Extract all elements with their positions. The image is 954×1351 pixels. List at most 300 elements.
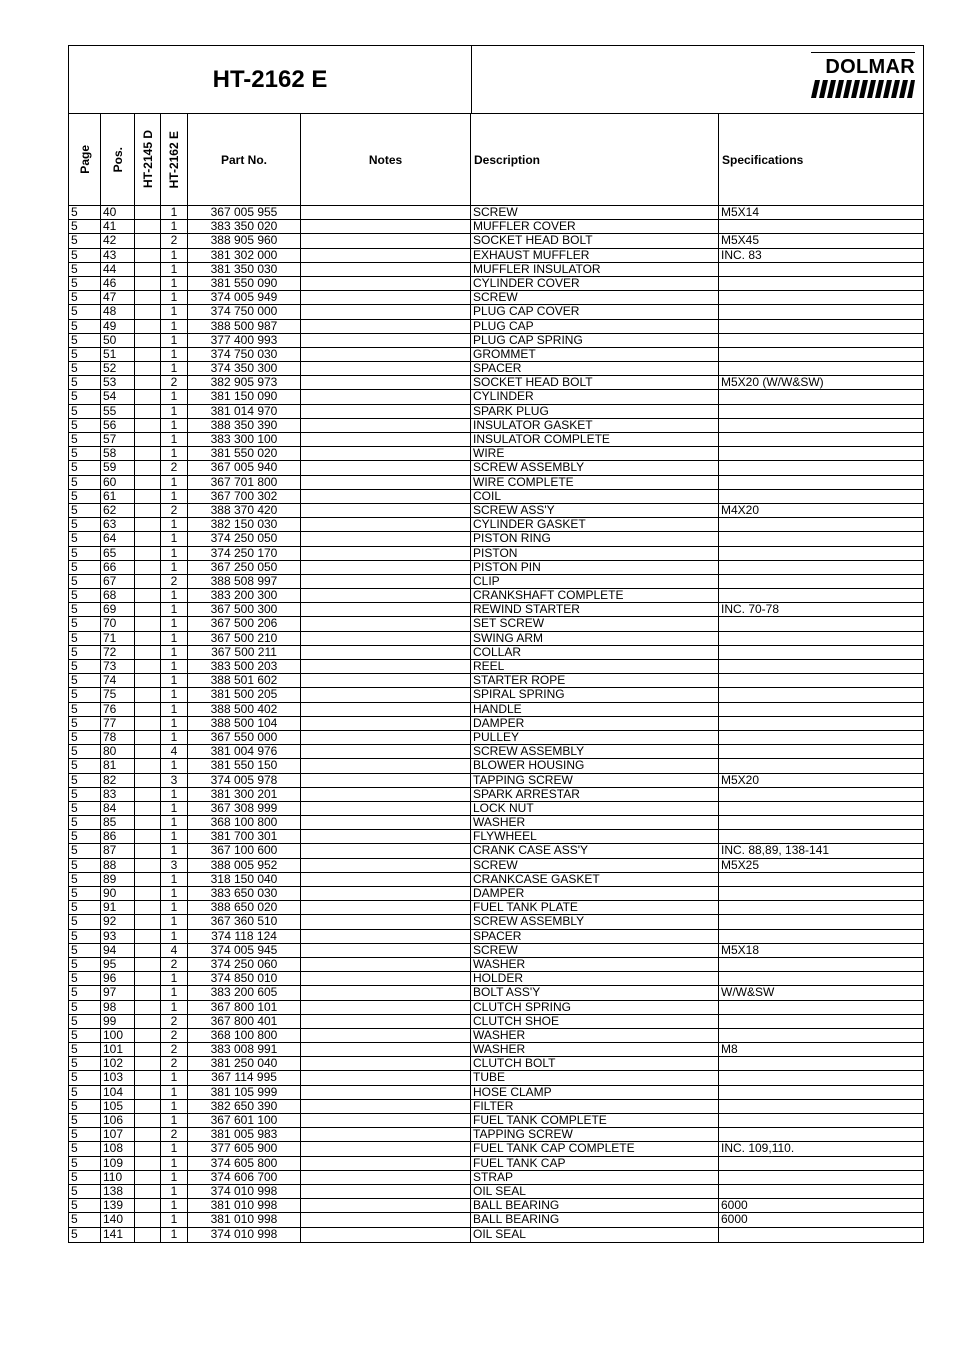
cell-pos: 66 (101, 561, 135, 574)
cell-model-d-qty (135, 532, 161, 545)
cell-page: 5 (69, 802, 101, 815)
table-row (69, 263, 923, 277)
cell-part-no: 367 701 800 (188, 476, 301, 489)
table-row (69, 745, 923, 759)
cell-specifications: M4X20 (721, 503, 760, 517)
cell-specifications (719, 1114, 923, 1127)
cell-part-no: 383 200 605 (188, 986, 301, 999)
cell-pos: 80 (101, 745, 135, 758)
cell-specifications (719, 305, 923, 318)
table-row (69, 1114, 923, 1128)
cell-description: CLUTCH BOLT (471, 1057, 719, 1070)
cell-notes (301, 234, 471, 247)
cell-pos: 41 (101, 220, 135, 233)
cell-model-d-qty (135, 603, 161, 616)
cell-model-d-qty (135, 816, 161, 829)
cell-specifications: M5X45 (721, 234, 760, 248)
table-row (69, 1071, 923, 1085)
cell-specifications (719, 717, 923, 730)
table-row (69, 774, 923, 788)
cell-pos: 40 (101, 206, 135, 219)
cell-page: 5 (69, 774, 101, 787)
cell-specifications (719, 263, 923, 276)
cell-model-d-qty (135, 1057, 161, 1070)
cell-model-d-qty (135, 419, 161, 432)
cell-part-no: 367 800 401 (188, 1015, 301, 1028)
cell-notes (301, 830, 471, 843)
cell-description: CYLINDER (471, 390, 719, 403)
cell-notes (301, 1199, 471, 1212)
cell-model-e-qty: 1 (161, 1185, 188, 1198)
cell-model-e-qty: 1 (161, 915, 188, 928)
cell-model-e-qty: 2 (161, 376, 188, 389)
cell-notes (301, 1001, 471, 1014)
table-row (69, 376, 923, 390)
cell-notes (301, 461, 471, 474)
cell-page: 5 (69, 504, 101, 517)
cell-model-d-qty (135, 518, 161, 531)
cell-page: 5 (69, 646, 101, 659)
cell-notes (301, 717, 471, 730)
cell-model-d-qty (135, 717, 161, 730)
cell-pos: 49 (101, 320, 135, 333)
cell-page: 5 (69, 603, 101, 616)
cell-description: CRANKCASE GASKET (471, 873, 719, 886)
cell-part-no: 381 300 201 (188, 788, 301, 801)
table-row (69, 405, 923, 419)
cell-specifications (719, 291, 923, 304)
cell-specifications (719, 1228, 923, 1242)
table-row (69, 575, 923, 589)
cell-notes (301, 1086, 471, 1099)
cell-model-e-qty: 1 (161, 547, 188, 560)
cell-description: STARTER ROPE (471, 674, 719, 687)
cell-pos: 58 (101, 447, 135, 460)
cell-notes (301, 745, 471, 758)
cell-model-d-qty (135, 561, 161, 574)
cell-page: 5 (69, 915, 101, 928)
cell-specifications: M5X14 (721, 206, 760, 219)
cell-specifications (719, 745, 923, 758)
col-header-part-no: Part No. (188, 114, 301, 205)
cell-description: FUEL TANK CAP (471, 1157, 719, 1170)
table-row (69, 504, 923, 518)
cell-description: WASHER (471, 816, 719, 829)
cell-page: 5 (69, 930, 101, 943)
cell-page: 5 (69, 1001, 101, 1014)
cell-model-e-qty: 1 (161, 930, 188, 943)
cell-specifications (719, 277, 923, 290)
cell-model-d-qty (135, 660, 161, 673)
cell-notes (301, 774, 471, 787)
cell-part-no: 381 350 030 (188, 263, 301, 276)
cell-notes (301, 561, 471, 574)
cell-model-d-qty (135, 844, 161, 857)
cell-model-d-qty (135, 405, 161, 418)
cell-description: SCREW (471, 291, 719, 304)
table-row (69, 1128, 923, 1142)
table-row (69, 660, 923, 674)
page-title: HT-2162 E (212, 65, 328, 93)
cell-description: COLLAR (471, 646, 719, 659)
cell-notes (301, 887, 471, 900)
cell-model-d-qty (135, 1015, 161, 1028)
cell-model-e-qty: 1 (161, 972, 188, 985)
table-row (69, 901, 923, 915)
cell-model-d-qty (135, 759, 161, 772)
cell-model-e-qty: 1 (161, 433, 188, 446)
cell-notes (301, 1142, 471, 1155)
table-row (69, 930, 923, 944)
cell-model-d-qty (135, 873, 161, 886)
cell-model-e-qty: 1 (161, 632, 188, 645)
cell-pos: 109 (101, 1157, 135, 1170)
cell-specifications (719, 405, 923, 418)
cell-pos: 52 (101, 362, 135, 375)
cell-specifications: M5X18 (721, 943, 760, 957)
cell-pos: 101 (101, 1043, 135, 1056)
cell-pos: 62 (101, 504, 135, 517)
cell-pos: 100 (101, 1029, 135, 1042)
cell-pos: 70 (101, 617, 135, 630)
cell-part-no: 367 700 302 (188, 490, 301, 503)
cell-specifications (719, 561, 923, 574)
cell-page: 5 (69, 660, 101, 673)
cell-pos: 102 (101, 1057, 135, 1070)
cell-model-d-qty (135, 277, 161, 290)
cell-pos: 93 (101, 930, 135, 943)
cell-description: GROMMET (471, 348, 719, 361)
cell-notes (301, 249, 471, 262)
cell-page: 5 (69, 490, 101, 503)
cell-specifications (719, 433, 923, 446)
brand-name: DOLMAR (825, 56, 915, 78)
cell-pos: 87 (101, 844, 135, 857)
table-row (69, 461, 923, 475)
cell-pos: 59 (101, 461, 135, 474)
cell-specifications (719, 547, 923, 560)
cell-page: 5 (69, 1071, 101, 1084)
cell-notes (301, 376, 471, 389)
cell-model-d-qty (135, 376, 161, 389)
cell-notes (301, 447, 471, 460)
cell-notes (301, 532, 471, 545)
cell-part-no: 367 360 510 (188, 915, 301, 928)
cell-page: 5 (69, 674, 101, 687)
cell-notes (301, 1029, 471, 1042)
cell-page: 5 (69, 249, 101, 262)
cell-notes (301, 986, 471, 999)
cell-specifications (719, 589, 923, 602)
cell-model-d-qty (135, 1043, 161, 1056)
table-row (69, 1157, 923, 1171)
cell-model-e-qty: 1 (161, 1114, 188, 1127)
cell-model-e-qty: 1 (161, 703, 188, 716)
cell-description: LOCK NUT (471, 802, 719, 815)
cell-notes (301, 1043, 471, 1056)
cell-notes (301, 1057, 471, 1070)
cell-model-d-qty (135, 1100, 161, 1113)
cell-pos: 97 (101, 986, 135, 999)
cell-pos: 47 (101, 291, 135, 304)
cell-part-no: 377 605 900 (188, 1142, 301, 1155)
cell-notes (301, 305, 471, 318)
cell-part-no: 388 500 402 (188, 703, 301, 716)
cell-specifications (719, 802, 923, 815)
cell-page: 5 (69, 745, 101, 758)
cell-specifications: M8 (721, 1043, 738, 1057)
cell-page: 5 (69, 1114, 101, 1127)
cell-notes (301, 617, 471, 630)
cell-part-no: 367 500 300 (188, 603, 301, 616)
cell-part-no: 374 005 945 (188, 944, 301, 957)
cell-model-d-qty (135, 348, 161, 361)
cell-model-d-qty (135, 986, 161, 999)
cell-pos: 107 (101, 1128, 135, 1141)
cell-notes (301, 1100, 471, 1113)
cell-description: PLUG CAP (471, 320, 719, 333)
cell-description: PISTON (471, 547, 719, 560)
cell-model-d-qty (135, 490, 161, 503)
cell-specifications (719, 1086, 923, 1099)
cell-specifications (719, 390, 923, 403)
cell-model-e-qty: 1 (161, 844, 188, 857)
cell-model-d-qty (135, 958, 161, 971)
cell-pos: 42 (101, 234, 135, 247)
cell-model-d-qty (135, 930, 161, 943)
cell-model-d-qty (135, 575, 161, 588)
cell-specifications (719, 731, 923, 744)
cell-model-e-qty: 1 (161, 887, 188, 900)
table-row (69, 788, 923, 802)
cell-model-e-qty: 2 (161, 575, 188, 588)
cell-description: TUBE (471, 1071, 719, 1084)
cell-model-e-qty: 2 (161, 1043, 188, 1056)
cell-model-e-qty: 1 (161, 830, 188, 843)
table-row (69, 802, 923, 816)
cell-specifications (719, 518, 923, 531)
table-row (69, 972, 923, 986)
table-row (69, 1015, 923, 1029)
cell-model-e-qty: 3 (161, 859, 188, 872)
cell-model-e-qty: 1 (161, 206, 188, 219)
table-row (69, 1043, 923, 1057)
cell-description: SOCKET HEAD BOLT (471, 376, 719, 389)
cell-model-d-qty (135, 1142, 161, 1155)
cell-notes (301, 518, 471, 531)
cell-notes (301, 1071, 471, 1084)
cell-part-no: 367 500 210 (188, 632, 301, 645)
cell-pos: 141 (101, 1228, 135, 1242)
cell-page: 5 (69, 1228, 101, 1242)
cell-model-e-qty: 4 (161, 745, 188, 758)
cell-page: 5 (69, 390, 101, 403)
cell-pos: 139 (101, 1199, 135, 1212)
cell-notes (301, 405, 471, 418)
cell-description: SCREW ASSEMBLY (471, 461, 719, 474)
cell-model-e-qty: 1 (161, 490, 188, 503)
table-row (69, 844, 923, 858)
dolmar-logo (811, 52, 915, 103)
cell-model-d-qty (135, 547, 161, 560)
cell-model-e-qty: 1 (161, 759, 188, 772)
cell-specifications: M5X20 (W/W&SW) (721, 376, 824, 390)
table-row (69, 1086, 923, 1100)
table-row (69, 1185, 923, 1199)
cell-pos: 55 (101, 405, 135, 418)
cell-pos: 140 (101, 1213, 135, 1226)
cell-model-d-qty (135, 362, 161, 375)
logo-stripes-icon (811, 80, 915, 98)
cell-notes (301, 1185, 471, 1198)
table-row (69, 958, 923, 972)
cell-page: 5 (69, 447, 101, 460)
cell-notes (301, 490, 471, 503)
cell-part-no: 381 550 020 (188, 447, 301, 460)
cell-pos: 46 (101, 277, 135, 290)
cell-model-e-qty: 1 (161, 390, 188, 403)
cell-notes (301, 263, 471, 276)
cell-specifications (719, 447, 923, 460)
cell-model-d-qty (135, 305, 161, 318)
cell-pos: 51 (101, 348, 135, 361)
table-row (69, 1228, 923, 1242)
table-row (69, 1213, 923, 1227)
cell-model-e-qty: 1 (161, 249, 188, 262)
cell-model-d-qty (135, 887, 161, 900)
cell-specifications (719, 958, 923, 971)
cell-notes (301, 277, 471, 290)
cell-pos: 54 (101, 390, 135, 403)
cell-model-d-qty (135, 320, 161, 333)
cell-model-d-qty (135, 1157, 161, 1170)
cell-notes (301, 320, 471, 333)
title-cell (69, 46, 472, 113)
cell-specifications (719, 617, 923, 630)
cell-description: CRANK CASE ASS'Y (471, 844, 719, 857)
cell-specifications (719, 646, 923, 659)
table-row (69, 561, 923, 575)
cell-page: 5 (69, 944, 101, 957)
table-row (69, 249, 923, 263)
cell-model-e-qty: 1 (161, 617, 188, 630)
cell-part-no: 374 118 124 (188, 930, 301, 943)
table-row (69, 433, 923, 447)
cell-page: 5 (69, 348, 101, 361)
cell-specifications (719, 972, 923, 985)
cell-model-e-qty: 1 (161, 589, 188, 602)
cell-specifications (719, 575, 923, 588)
cell-pos: 94 (101, 944, 135, 957)
cell-part-no: 374 750 030 (188, 348, 301, 361)
cell-description: HOLDER (471, 972, 719, 985)
cell-notes (301, 390, 471, 403)
cell-description: CYLINDER COVER (471, 277, 719, 290)
cell-notes (301, 972, 471, 985)
cell-part-no: 381 010 998 (188, 1199, 301, 1212)
table-row (69, 1171, 923, 1185)
cell-description: PLUG CAP SPRING (471, 334, 719, 347)
cell-model-d-qty (135, 1128, 161, 1141)
cell-description: HOSE CLAMP (471, 1086, 719, 1099)
cell-model-e-qty: 1 (161, 348, 188, 361)
cell-model-e-qty: 1 (161, 603, 188, 616)
cell-pos: 71 (101, 632, 135, 645)
cell-model-e-qty: 1 (161, 816, 188, 829)
cell-model-e-qty: 1 (161, 305, 188, 318)
cell-page: 5 (69, 263, 101, 276)
cell-specifications: INC. 83 (721, 248, 762, 262)
cell-model-d-qty (135, 291, 161, 304)
cell-pos: 108 (101, 1142, 135, 1155)
cell-part-no: 382 905 973 (188, 376, 301, 389)
column-header-row (68, 114, 924, 206)
cell-description: INSULATOR COMPLETE (471, 433, 719, 446)
cell-part-no: 383 650 030 (188, 887, 301, 900)
cell-model-e-qty: 1 (161, 1171, 188, 1184)
cell-page: 5 (69, 362, 101, 375)
cell-page: 5 (69, 1157, 101, 1170)
cell-model-e-qty: 1 (161, 986, 188, 999)
cell-model-e-qty: 2 (161, 1057, 188, 1070)
cell-specifications (719, 1001, 923, 1014)
cell-page: 5 (69, 476, 101, 489)
cell-description: DAMPER (471, 717, 719, 730)
cell-specifications (719, 334, 923, 347)
cell-model-e-qty: 1 (161, 291, 188, 304)
cell-description: CLUTCH SPRING (471, 1001, 719, 1014)
table-row (69, 816, 923, 830)
cell-description: SCREW ASSEMBLY (471, 915, 719, 928)
cell-model-e-qty: 1 (161, 334, 188, 347)
cell-model-e-qty: 2 (161, 234, 188, 247)
cell-part-no: 374 005 949 (188, 291, 301, 304)
cell-part-no: 381 150 090 (188, 390, 301, 403)
table-row (69, 717, 923, 731)
cell-description: SPACER (471, 362, 719, 375)
cell-pos: 64 (101, 532, 135, 545)
cell-page: 5 (69, 433, 101, 446)
cell-model-e-qty: 1 (161, 660, 188, 673)
col-header-specifications: Specifications (722, 152, 804, 167)
cell-part-no: 381 105 999 (188, 1086, 301, 1099)
cell-description: CRANKSHAFT COMPLETE (471, 589, 719, 602)
cell-specifications (719, 320, 923, 333)
cell-pos: 82 (101, 774, 135, 787)
cell-description: FUEL TANK COMPLETE (471, 1114, 719, 1127)
cell-part-no: 367 800 101 (188, 1001, 301, 1014)
table-row (69, 986, 923, 1000)
cell-page: 5 (69, 859, 101, 872)
cell-model-e-qty: 1 (161, 802, 188, 815)
cell-page: 5 (69, 688, 101, 701)
cell-page: 5 (69, 816, 101, 829)
cell-model-e-qty: 1 (161, 1199, 188, 1212)
cell-page: 5 (69, 901, 101, 914)
cell-model-e-qty: 1 (161, 263, 188, 276)
cell-pos: 77 (101, 717, 135, 730)
cell-model-d-qty (135, 745, 161, 758)
cell-page: 5 (69, 419, 101, 432)
cell-description: HANDLE (471, 703, 719, 716)
sheet-header (68, 45, 924, 114)
cell-specifications (719, 476, 923, 489)
cell-model-e-qty: 4 (161, 944, 188, 957)
cell-model-d-qty (135, 1199, 161, 1212)
cell-notes (301, 334, 471, 347)
table-row (69, 206, 923, 220)
cell-model-d-qty (135, 901, 161, 914)
